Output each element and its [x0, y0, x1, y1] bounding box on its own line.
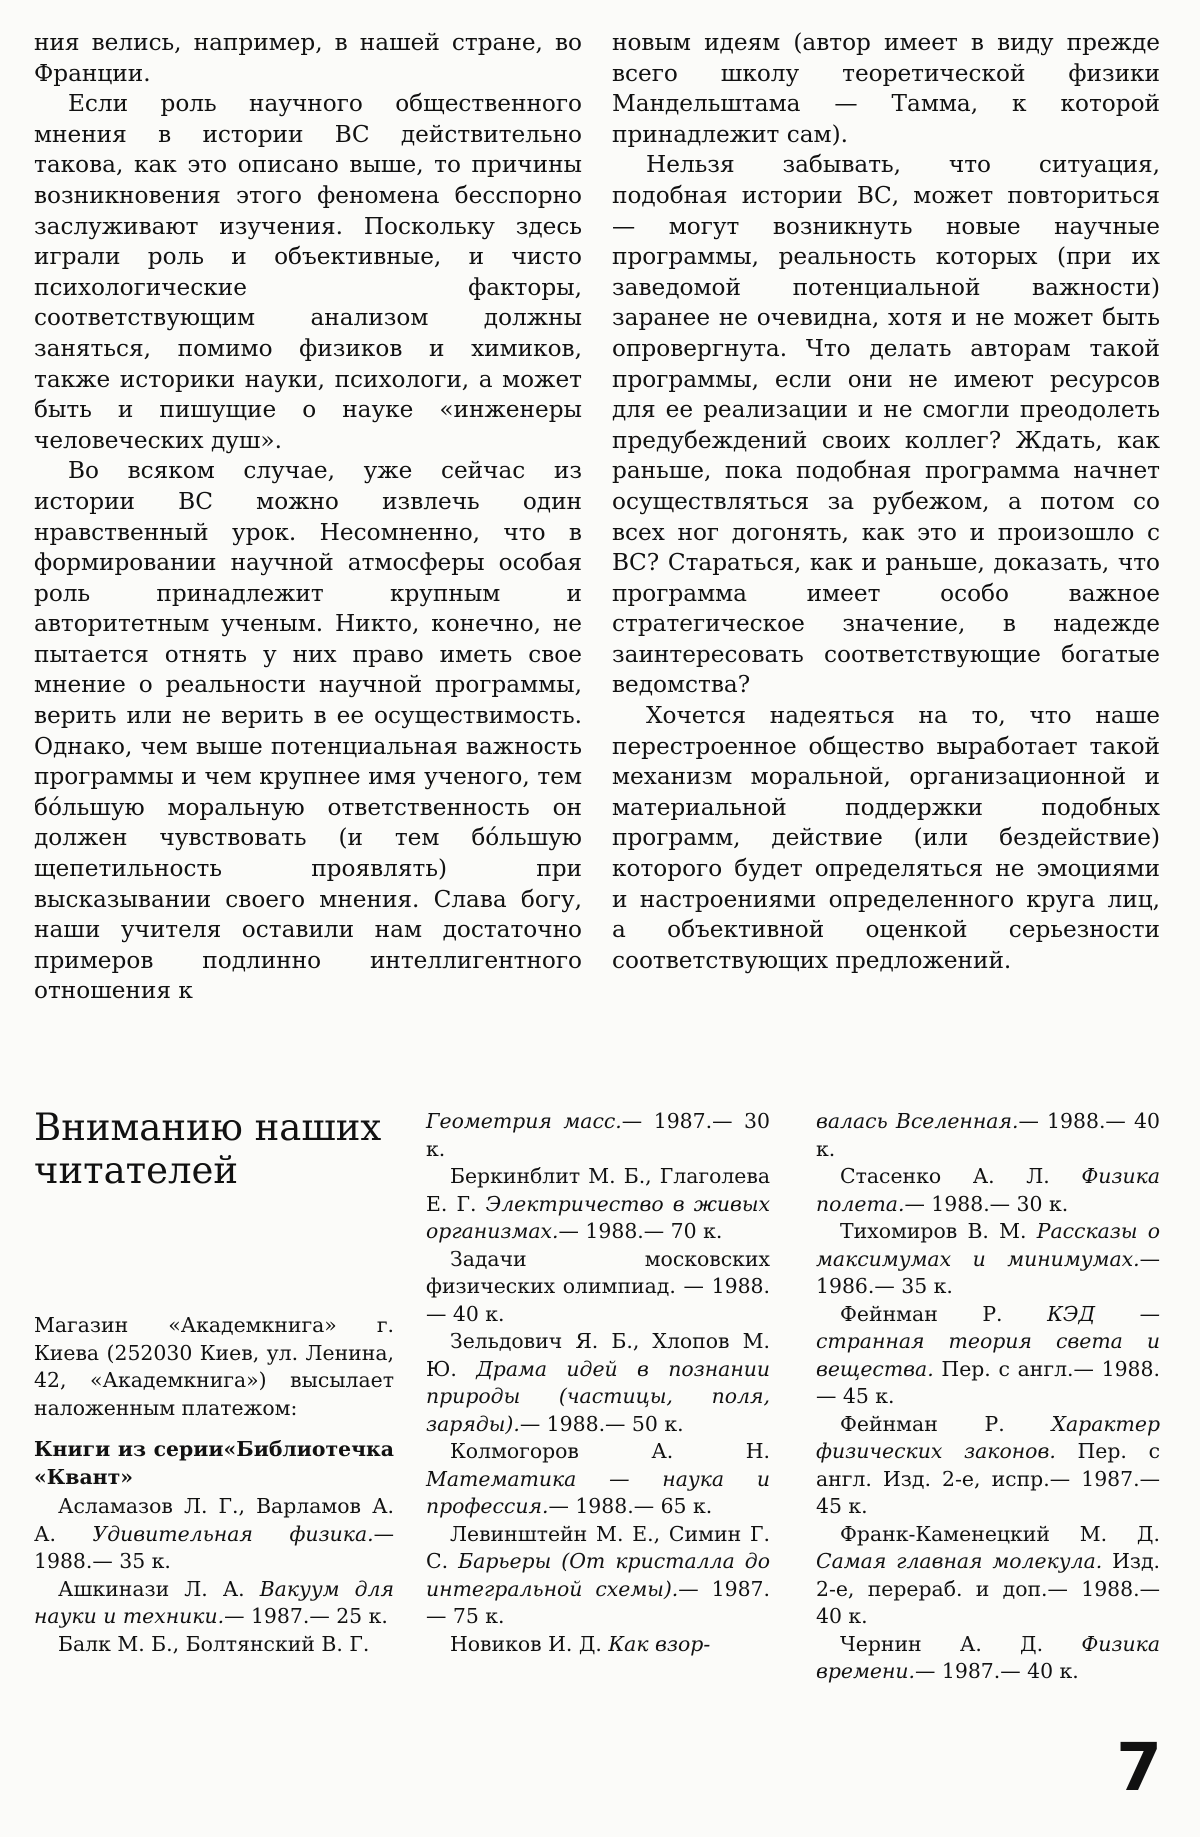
book-imprint: — 1988.— 35 к. — [34, 1521, 395, 1573]
book-author: Фейнман Р. — [840, 1411, 1005, 1436]
book-author: Ашкинази Л. А. — [58, 1576, 245, 1601]
book-imprint: — 1987.— 30 к. — [426, 1109, 770, 1161]
book-list-2 — [426, 1108, 770, 1658]
article-paragraph: Хочется надеяться на то, что наше перестроенное общество выработает такой механизм моральной, организационной и материальной поддержки подобных программ, действие (или бездействие) которого будет определяться не эмоциями и настроениями определенного круга лиц, а объективной оценкой серьезности соответствующих предложений. — [612, 702, 1160, 974]
book-imprint: — 1988.— 30 к. — [904, 1191, 1069, 1216]
book-author: Балк М. Б., Болтянский В. Г. — [58, 1631, 370, 1656]
book-title: КЭД — странная теория света и вещества. — [816, 1301, 1161, 1381]
book-entry — [426, 1631, 770, 1659]
book-title: Удивительная физика. — [92, 1521, 374, 1546]
notice-column-2 — [426, 1108, 770, 1658]
book-entry — [816, 1108, 1160, 1163]
book-title: Вакуум для науки и техники. — [34, 1576, 394, 1628]
book-list-1 — [34, 1493, 394, 1658]
book-entry — [816, 1411, 1160, 1521]
book-author: Левинштейн М. Е., Симин Г. С. — [426, 1521, 770, 1573]
book-entry — [34, 1631, 394, 1659]
book-title: Геометрия масс. — [426, 1109, 622, 1133]
book-author: Асламазов Л. Г., Варламов А. А. — [34, 1494, 394, 1546]
book-title: Самая главная молекула. — [816, 1549, 1103, 1573]
book-author: Стасенко А. Л. — [840, 1164, 1050, 1188]
book-imprint: — 1986.— 35 к. — [816, 1246, 1160, 1298]
book-title: Как взор- — [608, 1631, 711, 1656]
book-entry — [426, 1163, 770, 1246]
book-imprint: Пер. с англ. Изд. 2-е, испр.— 1987.— 45 к. — [816, 1439, 1160, 1518]
book-title: Электричество в живых организмах. — [426, 1191, 770, 1243]
book-author: Франк-Каменецкий М. Д. — [840, 1521, 1160, 1546]
book-entry — [816, 1631, 1160, 1686]
book-imprint: — 1988.— 40 к. — [426, 1274, 770, 1326]
page-number: 7 — [1116, 1729, 1162, 1806]
notice-column-1 — [34, 1312, 394, 1658]
book-imprint: — 1987.— 75 к. — [426, 1576, 771, 1628]
book-imprint: — 1988.— 65 к. — [548, 1494, 713, 1518]
book-imprint: — 1987.— 40 к. — [915, 1659, 1079, 1683]
book-imprint: — 1988.— 50 к. — [519, 1411, 684, 1436]
book-author: Тихомиров В. М. — [840, 1219, 1027, 1243]
book-imprint: — 1988.— 40 к. — [816, 1109, 1160, 1161]
notice-column-3 — [816, 1108, 1160, 1686]
book-imprint: — 1987.— 25 к. — [224, 1604, 388, 1628]
book-title: Характер физических законов. — [816, 1411, 1160, 1463]
book-entry — [816, 1218, 1160, 1301]
book-imprint: Изд. 2-е, перераб. и доп.— 1988.— 40 к. — [816, 1549, 1161, 1628]
notice-heading: Вниманию наших читателей — [34, 1106, 382, 1192]
book-title: Рассказы о максимумах и минимумах. — [816, 1219, 1161, 1271]
book-entry — [816, 1301, 1160, 1411]
article-paragraph: новым идеям (автор имеет в виду прежде всего школу теоретической физики Мандельштама — Тамма, к которой принадлежит сам). — [612, 29, 1160, 148]
book-imprint: — 1988.— 70 к. — [558, 1219, 723, 1243]
book-entry — [426, 1521, 770, 1631]
series-title: Книги из серии«Библиотечка «Квант» — [34, 1437, 394, 1489]
book-entry — [34, 1576, 394, 1631]
book-author: Фейнман Р. — [840, 1301, 1003, 1326]
book-list-3 — [816, 1108, 1160, 1686]
book-entry — [426, 1246, 770, 1329]
notice-intro: Магазин «Академкнига» г. Киева (252030 Киев, ул. Ленина, 42, «Академкнига») высылает наложенным платежом: — [34, 1313, 394, 1420]
book-entry — [34, 1493, 394, 1576]
book-entry — [426, 1438, 770, 1521]
book-entry — [426, 1108, 770, 1163]
article-paragraph: Если роль научного общественного мнения в истории ВС действительно такова, как это описано выше, то причины возникновения этого феномена бесспорно заслуживают изучения. Поскольку здесь играли роль и объективные, и чисто психологические факторы, соответствующим анализом должны заняться, помимо физиков и химиков, также историки науки, психологи, а может быть и пишущие о науке «инженеры человеческих душ». — [34, 90, 582, 454]
article-paragraph: Нельзя забывать, что ситуация, подобная истории ВС, может повториться — могут возникнуть новые научные программы, реальность которых (при их заведомой потенциальной важности) заранее не очевидна, хотя и не может быть опровергнута. Что делать авторам такой программы, если они не имеют ресурсов для ее реализации и не смогли преодолеть предубеждений своих коллег? Ждать, как раньше, пока подобная программа начнет осуществляться за рубежом, а потом со всех ног догонять, как это и произошло с ВС? Стараться, как и раньше, доказать, что программа имеет особо важное стратегическое значение, в надежде заинтересовать соответствующие богатые ведомства? — [612, 151, 1160, 699]
article-column-left — [34, 28, 582, 1007]
book-title: Математика — наука и профессия. — [426, 1466, 770, 1518]
book-author: Колмогоров А. Н. — [450, 1439, 770, 1463]
book-title: Барьеры (От кристалла до интегральной схемы). — [426, 1549, 771, 1601]
book-author: Зельдович Я. Б., Хлопов М. Ю. — [426, 1329, 770, 1381]
article-paragraph: Во всяком случае, уже сейчас из истории ВС можно извлечь один нравственный урок. Несомненно, что в формировании научной атмосферы особая роль принадлежит крупным и авторитетным ученым. Никто, конечно, не пытается отнять у них право иметь свое мнение о реальности научной программы, верить или не верить в ее осуществимость. Однако, чем выше потенциальная важность программы и чем крупнее имя ученого, тем бóльшую моральную ответственность он должен чувствовать (и тем бóльшую щепетильность проявлять) при высказывании своего мнения. Слава богу, наши учителя оставили нам достаточно примеров подлинно интеллигентного отношения к — [34, 457, 582, 1005]
article-column-right — [612, 28, 1160, 976]
book-author: Чернин А. Д. — [840, 1631, 1044, 1656]
book-title: Физика времени. — [816, 1631, 1160, 1683]
article-paragraph: ния велись, например, в нашей стране, во Франции. — [34, 29, 582, 87]
book-title: валась Вселенная. — [816, 1109, 1019, 1133]
book-imprint: Пер. с англ.— 1988.— 45 к. — [816, 1356, 1160, 1408]
book-title: Драма идей в познании природы (частицы, поля, заряды). — [426, 1356, 771, 1436]
book-author: Новиков И. Д. — [450, 1631, 602, 1656]
book-entry — [816, 1163, 1160, 1218]
book-author: Задачи московских физических олимпиад. — [426, 1246, 770, 1298]
book-author: Беркинблит М. Б., Глаголева Е. Г. — [426, 1164, 770, 1216]
book-title: Физика полета. — [816, 1164, 1160, 1216]
book-entry — [426, 1328, 770, 1438]
book-entry — [816, 1521, 1160, 1631]
